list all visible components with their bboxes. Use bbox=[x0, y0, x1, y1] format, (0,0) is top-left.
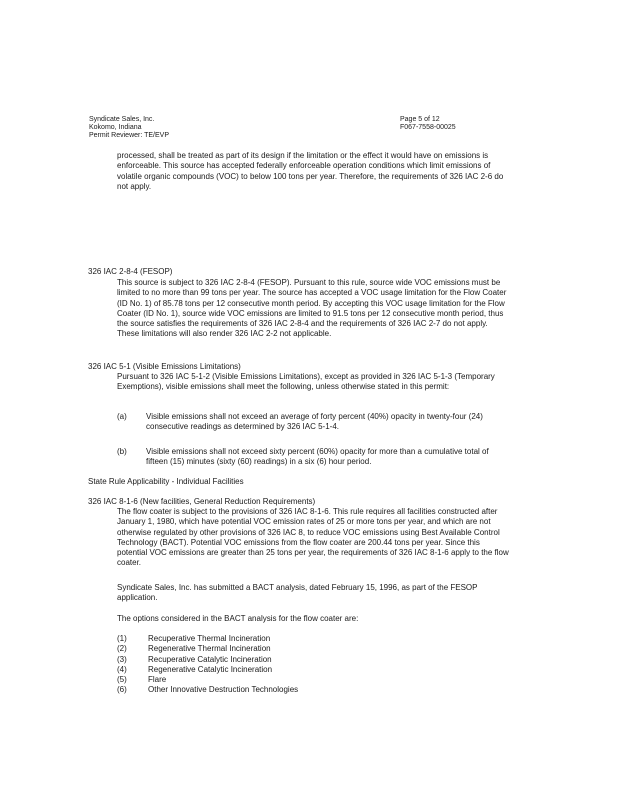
list-item-number: (4) bbox=[117, 664, 127, 674]
list-item-b: Visible emissions shall not exceed sixty percent (60%) opacity for more than a cumulative total of fifteen (15) minutes (sixty (60) readings) in a six (6) hour period. bbox=[146, 447, 489, 467]
bact-options-list bbox=[117, 634, 298, 696]
header-right bbox=[400, 116, 456, 132]
header-reviewer: Permit Reviewer: TE/EVP bbox=[89, 132, 170, 140]
section-heading-new-facilities: 326 IAC 8-1-6 (New facilities, General Reduction Requirements) bbox=[88, 497, 316, 506]
header-permit-number: F067-7558-00025 bbox=[400, 124, 456, 132]
list-item-text: Recuperative Thermal Incineration bbox=[148, 634, 271, 643]
header-left bbox=[89, 116, 169, 141]
section-heading-state-rule: State Rule Applicability - Individual Facilities bbox=[88, 477, 244, 486]
list-item-number: (1) bbox=[117, 634, 127, 643]
paragraph-new-facilities: The flow coater is subject to the provisions of 326 IAC 8-1-6. This rule requires all facilities constructed after January 1, 1980, which have potential VOC emission rates of 25 or more tons per year, and which are not otherwise regulated by other provisions of 326 IAC 8, to reduce VOC emissions using Best Available Control Technology (BACT). Potential VOC emissions from the flow coater are 200.44 tons per year. Since this potential VOC emissions are greater than 25 tons per year, the requirements of 326 IAC 8-1-6 apply to the flow coater. bbox=[117, 507, 509, 568]
list-item bbox=[117, 685, 298, 695]
paragraph-fesop: This source is subject to 326 IAC 2-8-4 (FESOP). Pursuant to this rule, source wide VOC emissions must be limited to no more than 99 tons per year. The source has accepted a VOC usage limitation for the Flow Coater (ID No. 1) of 85.78 tons per 12 consecutive month period. By accepting this VOC usage limitation for the Flow Coater (ID No. 1), source wide VOC emissions are limited to 91.5 tons per 12 consecutive month period, thus the source satisfies the requirements of 326 IAC 2-8-4 and the requirements of 326 IAC 2-7 do not apply. These limitations will also render 326 IAC 2-2 not applicable. bbox=[117, 278, 507, 339]
section-heading-fesop: 326 IAC 2-8-4 (FESOP) bbox=[88, 267, 173, 276]
list-item-text: Other Innovative Destruction Technologies bbox=[148, 685, 299, 695]
list-item bbox=[117, 634, 298, 644]
paragraph-visible-emissions: Pursuant to 326 IAC 5-1-2 (Visible Emissions Limitations), except as provided in 326 IAC 5-1-3 (Temporary Exemptions), visible emissions shall meet the following, unless otherwise stated in this permit: bbox=[117, 372, 495, 392]
header-location: Kokomo, Indiana bbox=[89, 124, 142, 132]
list-item-number: (6) bbox=[117, 685, 127, 695]
list-item-number: (5) bbox=[117, 675, 127, 685]
list-item-text: Regenerative Thermal Incineration bbox=[148, 644, 271, 654]
list-item-number: (2) bbox=[117, 644, 127, 654]
list-item bbox=[117, 655, 298, 665]
list-item-text: Regenerative Catalytic Incineration bbox=[148, 664, 273, 674]
section-heading-visible-emissions: 326 IAC 5-1 (Visible Emissions Limitations) bbox=[88, 362, 241, 371]
list-item-text: Recuperative Catalytic Incineration bbox=[148, 654, 272, 664]
list-item-text: Flare bbox=[148, 675, 167, 685]
paragraph-bact-options-intro: The options considered in the BACT analysis for the flow coater are: bbox=[117, 614, 359, 623]
paragraph-bact-submitted: Syndicate Sales, Inc. has submitted a BACT analysis, dated February 15, 1996, as part of the FESOP application. bbox=[117, 583, 478, 603]
list-item bbox=[117, 644, 298, 654]
paragraph-fesop-limits: processed, shall be treated as part of its design if the limitation or the effect it would have on emissions is enforceable. This source has accepted federally enforceable operation conditions which limit emissions of volatile organic compounds (VOC) to below 100 tons per year. Therefore, the requirements of 326 IAC 2-6 do not apply. bbox=[117, 151, 504, 191]
header-page-number: Page 5 of 12 bbox=[400, 116, 440, 123]
header-company: Syndicate Sales, Inc. bbox=[89, 116, 155, 123]
list-label-a: (a) bbox=[117, 412, 127, 421]
list-item-a: Visible emissions shall not exceed an average of forty percent (40%) opacity in twenty-four (24) consecutive readings as determined by 326 IAC 5-1-4. bbox=[146, 412, 483, 432]
list-label-b: (b) bbox=[117, 447, 127, 456]
list-item bbox=[117, 665, 298, 675]
list-item bbox=[117, 675, 298, 685]
list-item-number: (3) bbox=[117, 654, 127, 664]
